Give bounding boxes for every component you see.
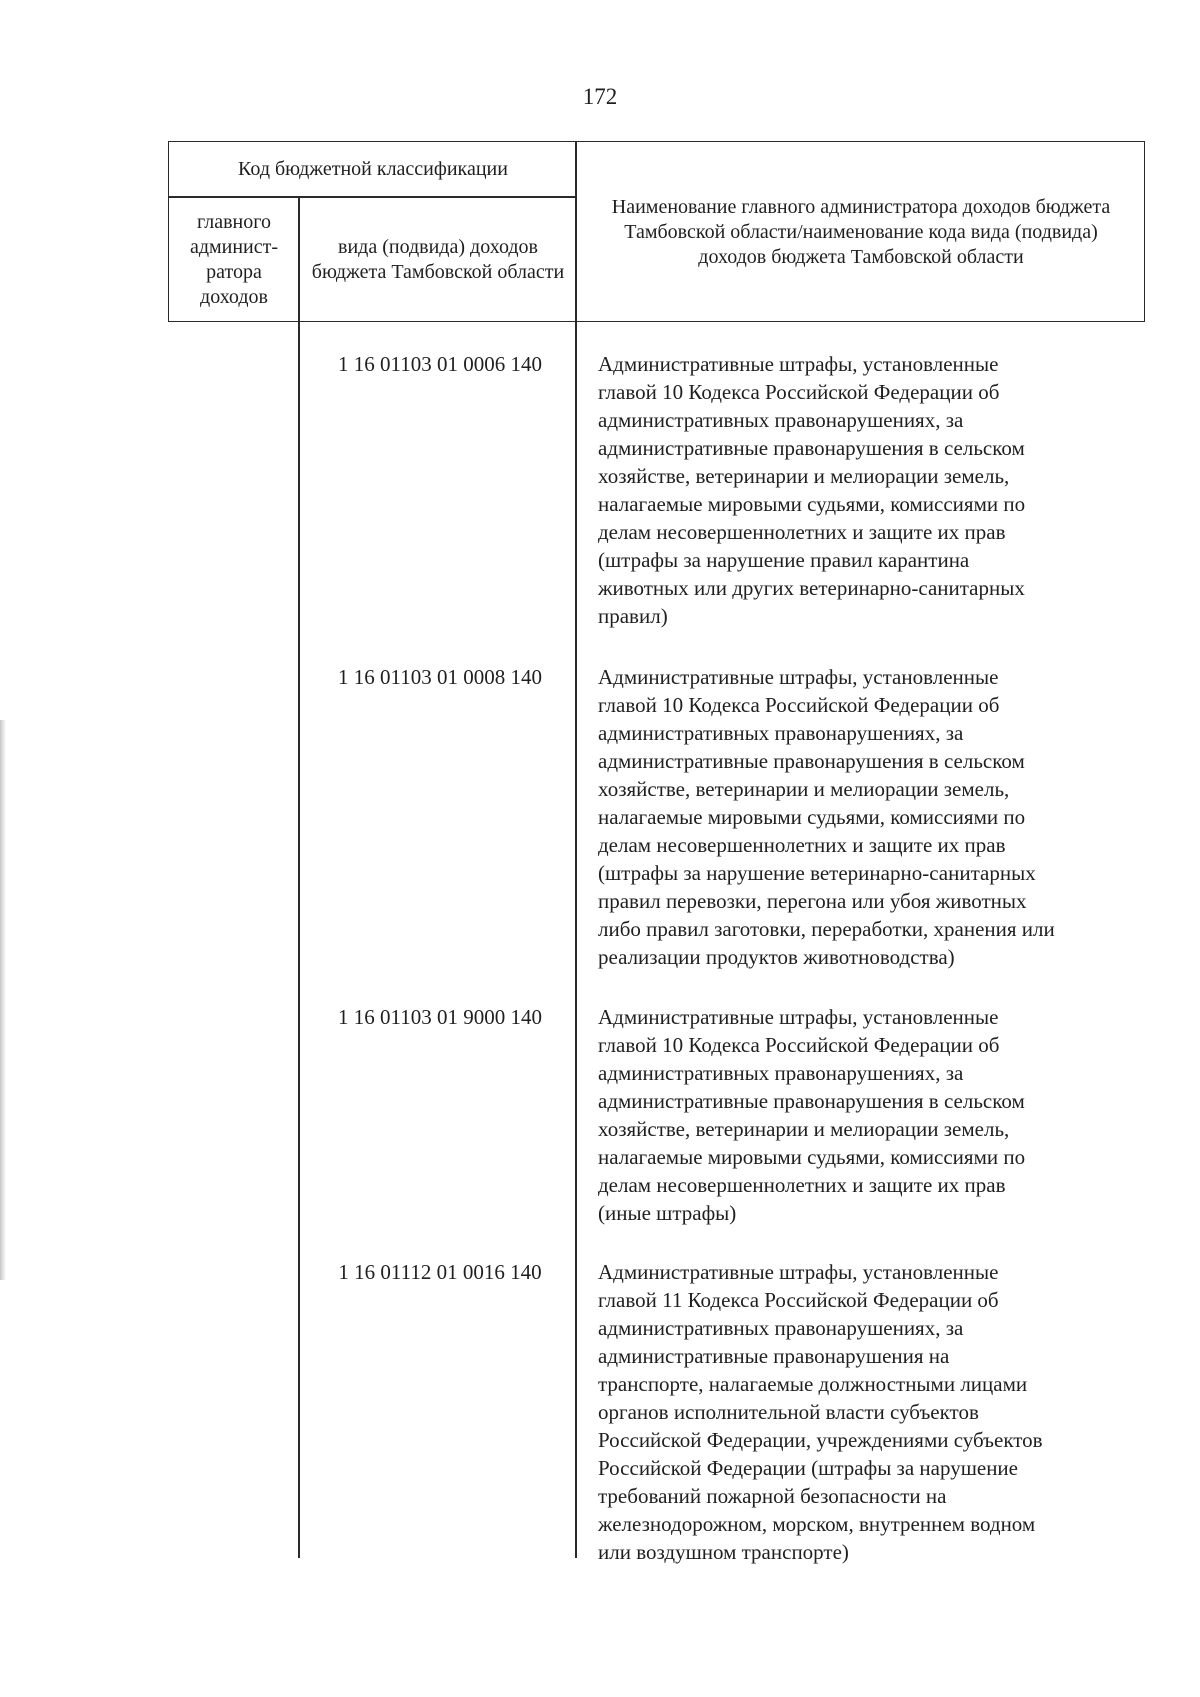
- header-name: Наименование главного администратора доходов бюджета Тамбовской области/наименование кода вида (подвида) доходов бюджета Тамбовской области: [611, 195, 1111, 268]
- income-code: 1 16 01103 01 0006 140: [338, 352, 542, 376]
- income-name: Административные штрафы, установленные главой 11 Кодекса Российской Федерации об административных правонарушениях, за административные правонарушения на транспорте, налагаемые должностными лицами органов исполнительной власти субъектов Российской Федерации, учреждениями субъектов Российской Федерации (штрафы за нарушение требований пожарной безопасности на железнодорожном, морском, внутреннем водном или воздушном транспорте): [598, 1260, 1043, 1564]
- header-budget-classification-code: Код бюджетной классификации: [238, 158, 508, 180]
- income-code: 1 16 01103 01 0008 140: [338, 665, 542, 689]
- header-income-type: вида (подвида) доходов бюджета Тамбовской области: [311, 235, 565, 283]
- scan-edge-shadow: [0, 720, 6, 1280]
- income-name: Административные штрафы, установленные главой 10 Кодекса Российской Федерации об административных правонарушениях, за административные правонарушения в сельском хозяйстве, ветеринарии и мелиорации земель, налагаемые мировыми судьями, комиссиями по делам несовершеннолетних и защите их прав (штрафы за нарушение ветеринарно-санитарных правил перевозки, перегона или убоя животных либо правил заготовки, переработки, хранения или реализации продуктов животноводства): [598, 665, 1055, 969]
- income-name: Административные штрафы, установленные главой 10 Кодекса Российской Федерации об административных правонарушениях, за административные правонарушения в сельском хозяйстве, ветеринарии и мелиорации земель, налагаемые мировыми судьями, комиссиями по делам несовершеннолетних и защите их прав (иные штрафы): [598, 1005, 1026, 1225]
- income-name: Административные штрафы, установленные главой 10 Кодекса Российской Федерации об административных правонарушениях, за административные правонарушения в сельском хозяйстве, ветеринарии и мелиорации земель, налагаемые мировыми судьями, комиссиями по делам несовершеннолетних и защите их прав (штрафы за нарушение правил карантина животных или других ветеринарно-санитарных правил): [598, 352, 1026, 628]
- header-chief-administrator: главного админист-ратора доходов: [189, 210, 279, 308]
- column-divider-code: [575, 141, 577, 1558]
- column-divider-admin: [298, 196, 300, 1558]
- table-header: [168, 141, 1145, 322]
- header-divider-horizontal: [168, 196, 576, 198]
- income-code: 1 16 01103 01 9000 140: [338, 1005, 542, 1029]
- page-number: 172: [582, 84, 618, 109]
- income-code: 1 16 01112 01 0016 140: [338, 1260, 542, 1284]
